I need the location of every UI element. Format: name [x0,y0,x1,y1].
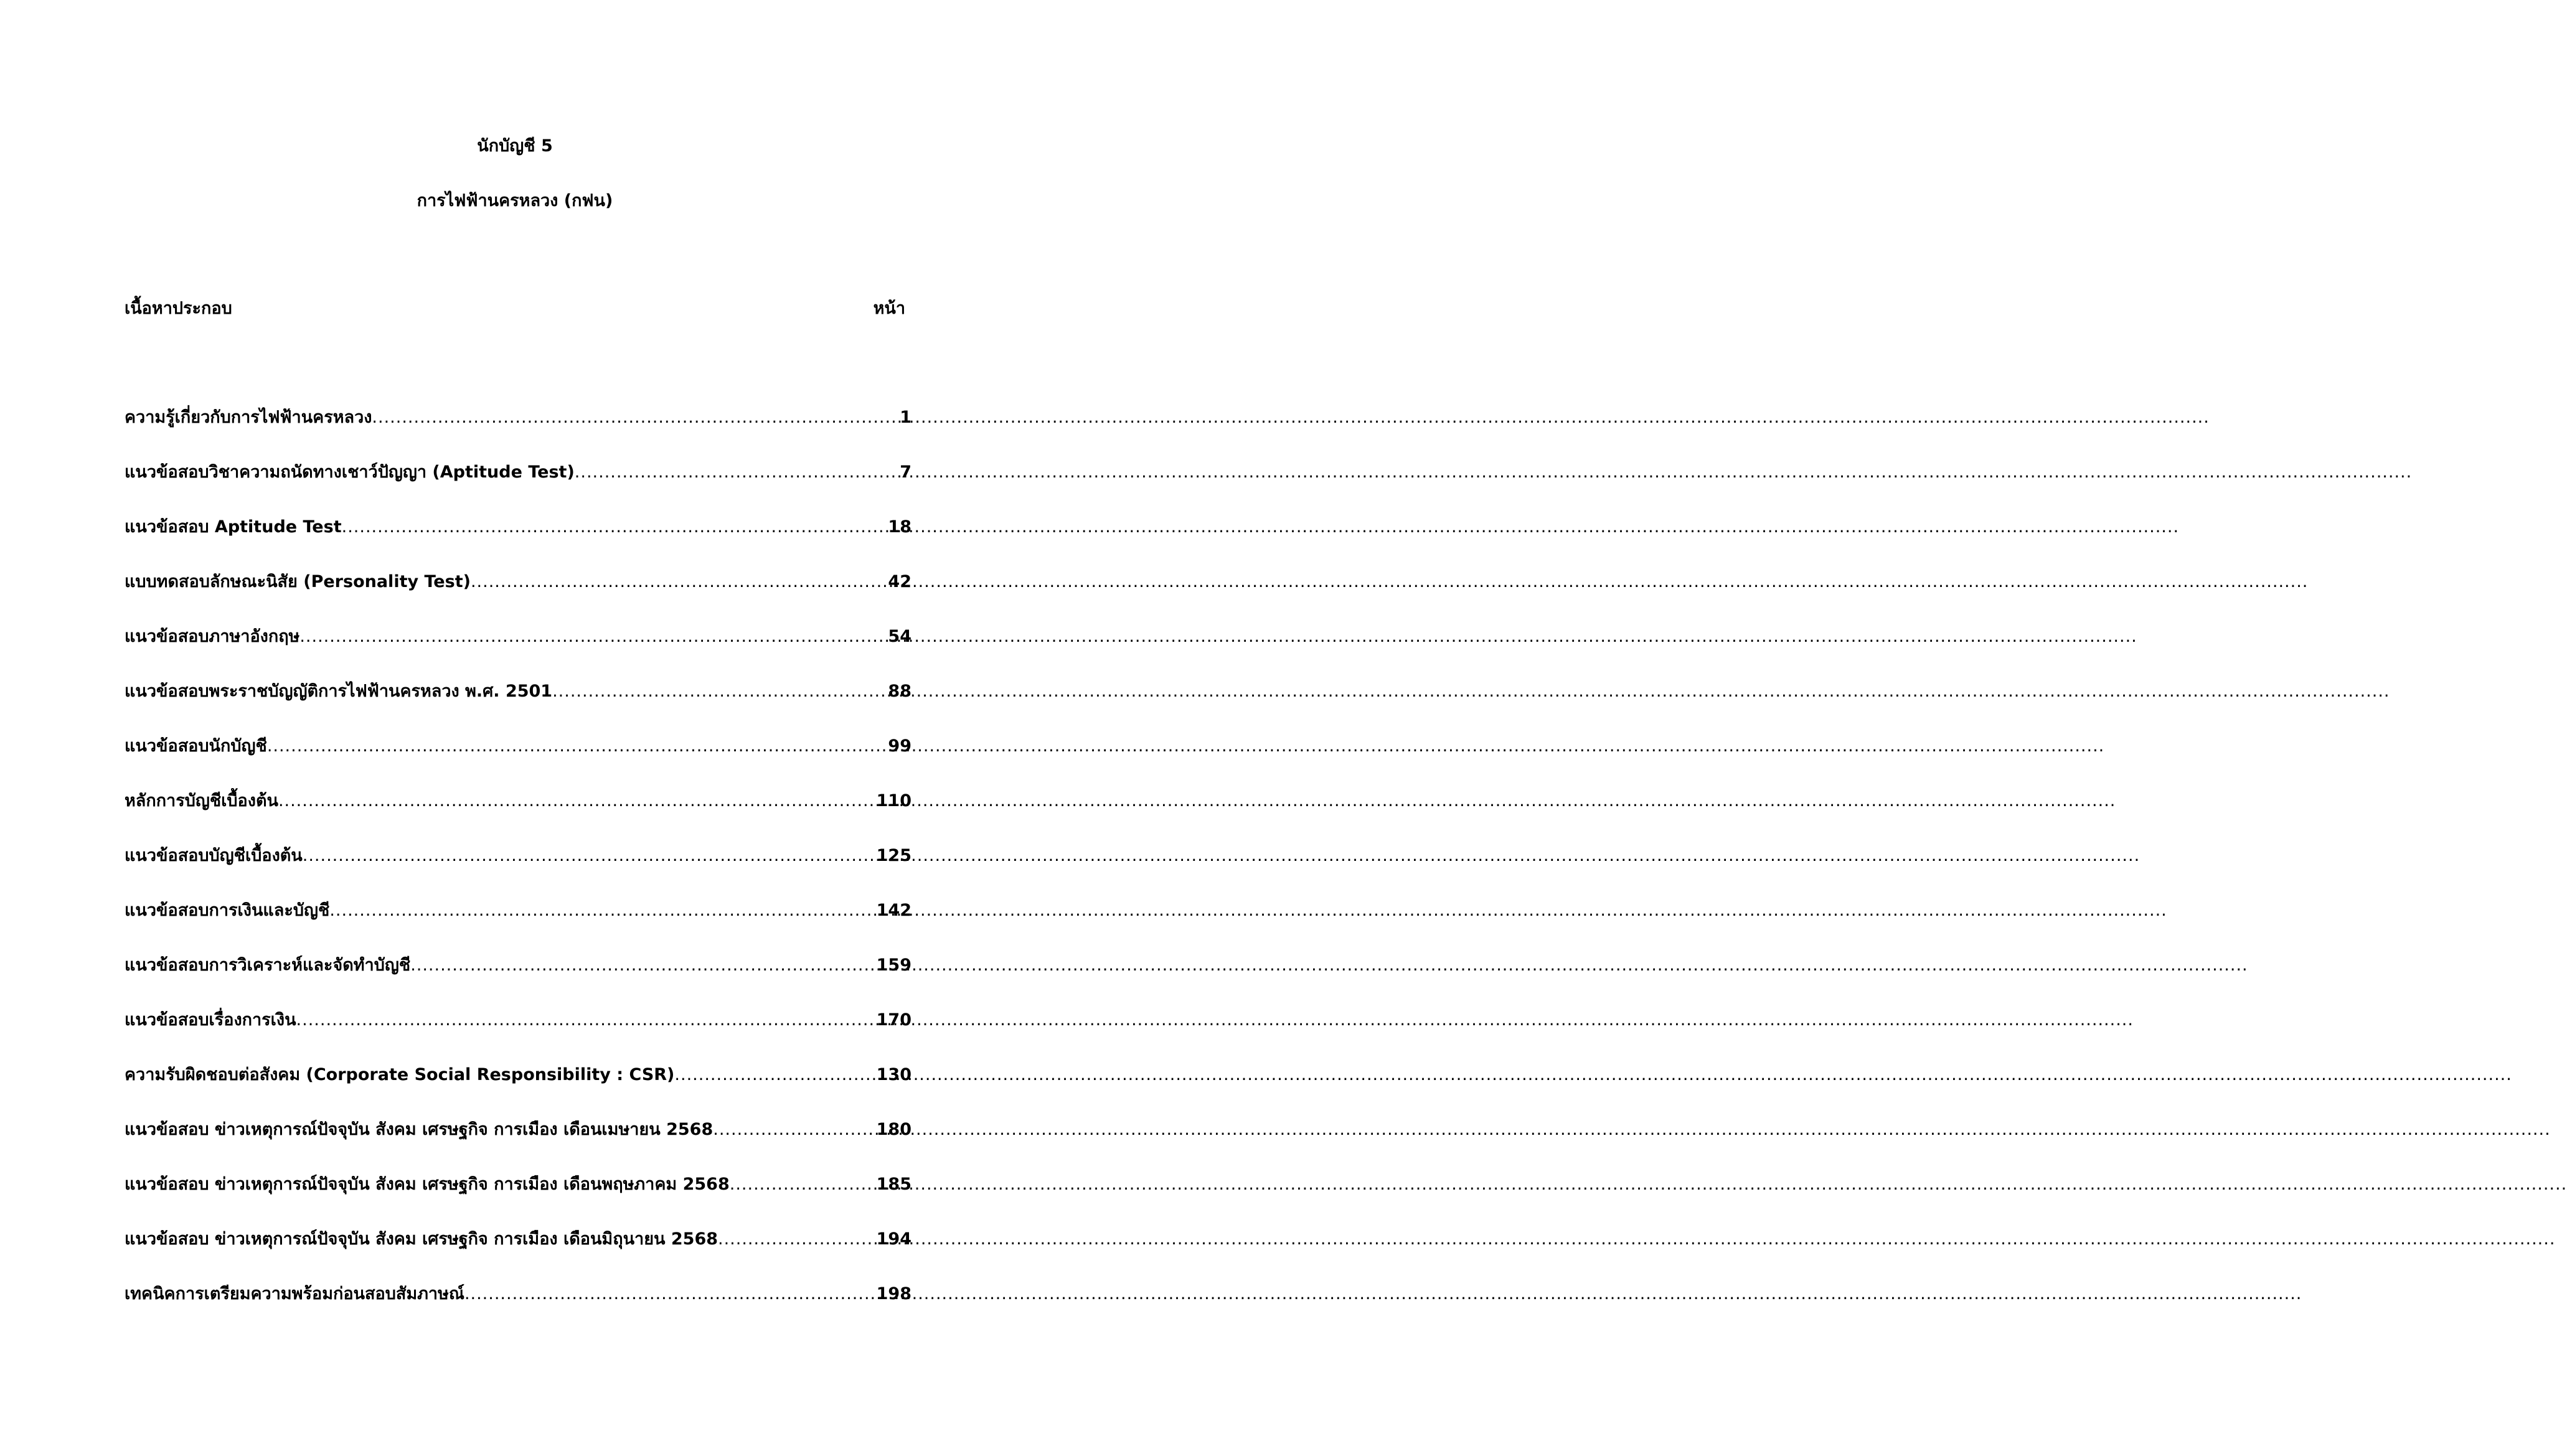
toc-entry-page: 198 [876,1284,911,1303]
toc-entry-title: ความรับผิดชอบต่อสังคม (Corporate Social Responsibility : CSR) [125,1065,675,1084]
toc-entry [125,787,911,842]
toc-entry-page: 99 [888,736,911,756]
toc-entry-page: 159 [876,956,911,975]
toc-entry-page: 180 [876,1120,911,1139]
toc-entry-title: แบบทดสอบลักษณะนิสัย (Personality Test) [125,572,471,591]
toc-entry-title: แนวข้อสอบการเงินและบัญชี [125,901,330,920]
table-of-contents [125,403,911,1335]
toc-entry-title: แนวข้อสอบ ข่าวเหตุการณ์ปัจจุบัน สังคม เศรษฐกิจ การเมือง เดือนเมษายน 2568 [125,1120,714,1139]
toc-entry [125,1115,911,1170]
toc-entry-page: 194 [876,1229,911,1249]
toc-entry-page: 18 [888,517,911,537]
toc-dot-leader [410,956,876,975]
toc-entry-title: แนวข้อสอบ ข่าวเหตุการณ์ปัจจุบัน สังคม เศรษฐกิจ การเมือง เดือนพฤษภาคม 2568 [125,1175,730,1194]
toc-entry-title: แนวข้อสอบวิชาความถนัดทางเชาว์ปัญญา (Aptitude Test) [125,463,575,482]
toc-entry [125,732,911,787]
toc-entry-page: 1 [900,408,911,427]
toc-entry-page: 54 [888,627,911,646]
toc-dot-leader [329,901,876,920]
toc-dot-leader [552,682,888,701]
toc-dot-leader [372,408,900,427]
document-page [0,0,1030,1456]
toc-entry-title: แนวข้อสอบบัญชีเบื้องต้น [125,846,303,865]
toc-dot-leader [713,1120,876,1139]
toc-entry-title: แนวข้อสอบพระราชบัญญัติการไฟฟ้านครหลวง พ.ศ. 2501 [125,682,553,701]
toc-entry-title: หลักการบัญชีเบื้องต้น [125,791,278,810]
toc-entry [125,677,911,732]
toc-entry-title: แนวข้อสอบนักบัญชี [125,736,267,756]
toc-entry [125,1006,911,1061]
toc-dot-leader [278,791,877,810]
toc-dot-leader [299,627,888,646]
toc-dot-leader [303,846,877,865]
document-title: นักบัญชี 5 [477,136,553,156]
toc-entry [125,951,911,1006]
toc-dot-leader [674,1065,876,1084]
toc-entry [125,513,911,568]
toc-entry-page: 142 [876,901,911,920]
toc-heading-page: หน้า [873,299,905,318]
toc-entry-title: แนวข้อสอบเรื่องการเงิน [125,1010,296,1030]
toc-heading-contents: เนื้อหาประกอบ [125,299,232,318]
toc-entry-title: เทคนิคการเตรียมความพร้อมก่อนสอบสัมภาษณ์ [125,1284,464,1303]
toc-entry [125,896,911,951]
toc-entry-title: แนวข้อสอบภาษาอังกฤษ [125,627,300,646]
toc-entry-title: แนวข้อสอบ Aptitude Test [125,517,342,537]
toc-entry-page: 185 [876,1175,911,1194]
toc-entry [125,458,911,513]
toc-dot-leader [342,517,888,537]
toc-entry-page: 125 [876,846,911,865]
toc-entry-page: 7 [900,463,911,482]
toc-entry-page: 88 [888,682,911,701]
toc-entry [125,1280,911,1335]
toc-dot-leader [718,1229,877,1249]
toc-entry-page: 130 [876,1065,911,1084]
toc-dot-leader [464,1284,877,1303]
toc-entry [125,1225,911,1280]
toc-entry-page: 42 [888,572,911,591]
toc-dot-leader [471,572,888,591]
toc-entry-title: ความรู้เกี่ยวกับการไฟฟ้านครหลวง [125,408,372,427]
toc-entry [125,842,911,896]
toc-entry-page: 110 [876,791,911,810]
document-subtitle: การไฟฟ้านครหลวง (กฟน) [417,191,613,210]
toc-dot-leader [730,1175,877,1194]
toc-entry-title: แนวข้อสอบ ข่าวเหตุการณ์ปัจจุบัน สังคม เศรษฐกิจ การเมือง เดือนมิถุนายน 2568 [125,1229,718,1249]
toc-dot-leader [575,463,900,482]
toc-entry [125,403,911,458]
toc-entry [125,568,911,622]
toc-entry-page: 170 [876,1010,911,1030]
toc-entry [125,1061,911,1115]
toc-entry-title: แนวข้อสอบการวิเคราะห์และจัดทำบัญชี [125,956,411,975]
toc-entry [125,1170,911,1225]
toc-dot-leader [267,736,888,756]
toc-dot-leader [296,1010,877,1030]
toc-entry [125,622,911,677]
